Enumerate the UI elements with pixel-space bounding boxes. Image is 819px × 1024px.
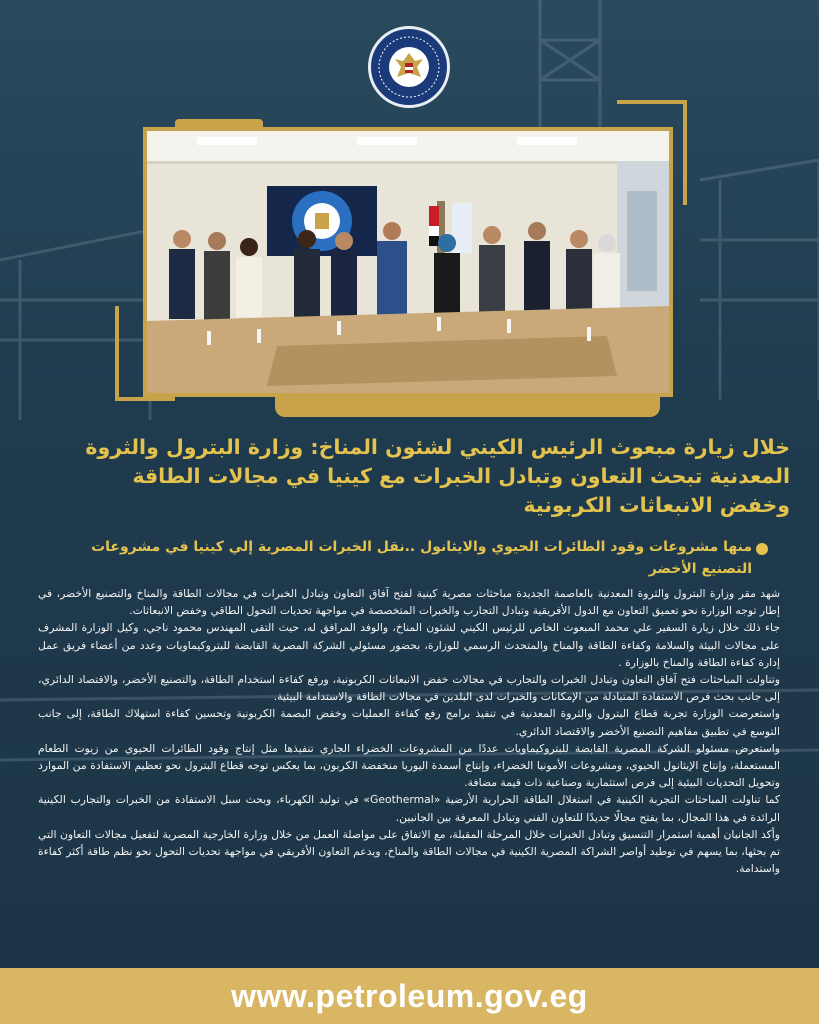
- footer-bar: [0, 968, 819, 1024]
- meeting-group-photo: [143, 127, 673, 397]
- paragraph: وأكد الجانبان أهمية استمرار التنسيق وتبادل الخبرات خلال المرحلة المقبلة، مع الاتفاق على مواصلة العمل من خلال وزارة الخارجية المصرية لتفعيل مجالات التعاون التي تم بحثها، بما يسهم في توطيد أواصر الشراكة المصرية الكينية في مجالات الطاقة والمناخ، ويدعم التعاون الأفريقي في مواجهة تحديات التحول نحو نظم طاقة أكثر كفاءة واستدامة.: [38, 827, 780, 876]
- paragraph: كما تناولت المباحثات التجربة الكينية في استغلال الطاقة الحرارية الأرضية «Geothermal» في توليد الكهرباء، وبحث سبل الاستفادة من الخبرات والتجارب الكينية الرائدة في هذا المجال، بما يفتح مجالًا جديدًا للتعاون الفني وتبادل المعرفة بين الجانبين.: [38, 793, 780, 824]
- headline: خلال زيارة مبعوث الرئيس الكيني لشئون المناخ: وزارة البترول والثروة المعدنية تبحث التعاون وتبادل الخبرات مع كينيا في مجالات الطاقة وخفض الانبعاثات الكربونية: [85, 435, 790, 517]
- meeting-photo-illustration-icon: [147, 131, 669, 393]
- ministry-eagle-logo-icon: [371, 29, 447, 105]
- paragraph: جاء ذلك خلال زيارة السفير علي محمد المبعوث الخاص للرئيس الكيني لشئون المناخ، والوفد المرافق له، حيث التقى المهندس محمود ناجي، وكيل الوزارة المشرف على مجالات البيئة والسلامة وكفاءة الطاقة والمناخ والمتحدث الرسمي للوزارة، بحضور مسئولي الشركة المصرية القابضة للبتروكيماويات وعدد من أعضاء فريق عمل إدارة كفاءة الطاقة والمناخ بالوزارة .: [38, 621, 780, 669]
- paragraph: واستعرضت الوزارة تجربة قطاع البترول والثروة المعدنية في تنفيذ برامج رفع كفاءة العمليات وخفض البصمة الكربونية وتحسين كفاءة استهلاك الطاقة، إلى جانب التوسع في تطبيق مفاهيم التصنيع الأخضر والاقتصاد الدائري.: [38, 707, 780, 738]
- article-body: [38, 585, 780, 877]
- ministry-logo: [368, 26, 450, 108]
- website-link[interactable]: www.petroleum.gov.eg: [231, 977, 588, 1014]
- paragraph: شهد مقر وزارة البترول والثروة المعدنية بالعاصمة الجديدة مباحثات مصرية كينية لفتح آفاق التعاون وتبادل الخبرات في مجالات الطاقة والمناخ والتصنيع الأخضر، في إطار توجه الوزارة نحو تعميق التعاون مع الدول الأفريقية وتبادل التجارب والخبرات المتخصصة في مواجهة تحديات التحول الطاقي وخفض الانبعاثات.: [38, 587, 780, 618]
- paragraph: وتناولت المباحثات فتح آفاق التعاون وتبادل الخبرات والتجارب في مجالات خفض الانبعاثات الكربونية، ورفع كفاءة استخدام الطاقة، والتصنيع الأخضر، والاقتصاد الدائري، إلى جانب بحث فرص الاستفادة المتبادلة من الإمكانات والخبرات لدى البلدين في مجالات الطاقة والاستدامة البيئية.: [38, 673, 780, 704]
- paragraph: واستعرض مسئولو الشركة المصرية القابضة للبتروكيماويات عددًا من المشروعات الخضراء الجاري تنفيذها مثل إنتاج وقود الطائرات الحيوي من زيوت الطعام المستعملة، وإنتاج الإيثانول الحيوي، ومشروعات الأمونيا الخضراء، وإنتاج أسمدة اليوريا منخفضة الكربون، بما يعكس توجه قطاع البترول نحو تعظيم الاستفادة من الموارد وتحويل التحديات البيئية إلى فرص استثمارية وصناعية ذات قيمة مضافة.: [38, 741, 780, 790]
- subheadline-bullet-icon: [756, 543, 768, 555]
- subheadline: منها مشروعات وقود الطائرات الحيوي والايثانول ..نقل الخبرات المصرية إلي كينيا في مشروعات التصنيع الأخضر: [91, 539, 752, 577]
